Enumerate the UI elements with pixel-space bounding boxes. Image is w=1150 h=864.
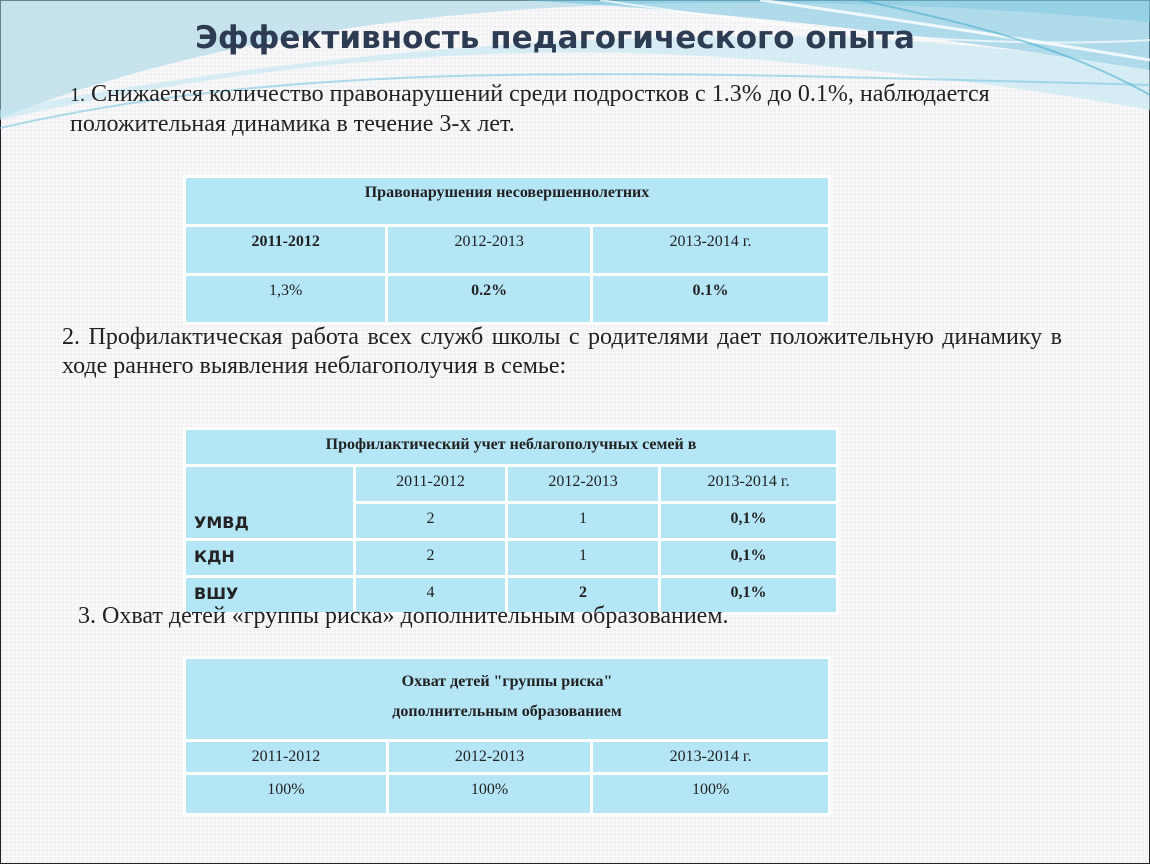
- offenses-table: [183, 175, 831, 325]
- section-2-body: Профилактическая работа всех служб школы с родителями дает положительную динамику в ходе раннего выявления неблагополучия в семье:: [62, 324, 1062, 379]
- prevention-year-3: 2013-2014 г.: [661, 467, 836, 501]
- coverage-year-1: 2011-2012: [186, 742, 386, 772]
- prevention-row-label: КДН: [186, 541, 353, 575]
- offenses-year-3: 2013-2014 г.: [593, 227, 828, 273]
- offenses-year-1: 2011-2012: [186, 227, 385, 273]
- slide-title: Эффективность педагогического опыта: [195, 20, 915, 56]
- prevention-cell: 0,1%: [661, 504, 836, 538]
- section-1-body: Снижается количество правонарушений среди подростков с 1.3% до 0.1%, наблюдается положительная динамика в течение 3-х лет.: [70, 81, 990, 137]
- prevention-row-label: ВШУ: [186, 578, 353, 612]
- offenses-value-1: 1,3%: [186, 276, 385, 322]
- section-1-number: 1.: [70, 84, 85, 106]
- prevention-cell: 1: [508, 541, 658, 575]
- prevention-table-header: Профилактический учет неблагополучных семей в: [186, 430, 836, 464]
- prevention-cell: 1: [508, 504, 658, 538]
- prevention-cell: 2: [356, 504, 505, 538]
- section-1-text: [70, 80, 1120, 139]
- prevention-cell: 2: [356, 541, 505, 575]
- coverage-year-2: 2012-2013: [389, 742, 590, 772]
- coverage-value-1: 100%: [186, 775, 386, 813]
- coverage-value-2: 100%: [389, 775, 590, 813]
- prevention-year-2: 2012-2013: [508, 467, 658, 501]
- offenses-value-2: 0.2%: [388, 276, 590, 322]
- coverage-header-line-1: Охват детей "группы риска": [401, 673, 613, 690]
- prevention-cell: 4: [356, 578, 505, 612]
- section-2-text: [62, 323, 1062, 381]
- coverage-header-line-2: дополнительным образованием: [392, 703, 622, 720]
- coverage-value-3: 100%: [593, 775, 828, 813]
- coverage-table: [183, 656, 831, 816]
- prevention-cell: 0,1%: [661, 541, 836, 575]
- offenses-table-header: Правонарушения несовершеннолетних: [186, 178, 828, 224]
- prevention-cell: 0,1%: [661, 578, 836, 612]
- coverage-year-3: 2013-2014 г.: [593, 742, 828, 772]
- prevention-row-label: УМВД: [186, 467, 353, 538]
- prevention-table: [183, 427, 839, 615]
- section-3-text: 3. Охват детей «группы риска» дополнительным образованием.: [78, 603, 729, 629]
- offenses-value-3: 0.1%: [593, 276, 828, 322]
- coverage-table-header: [186, 659, 828, 739]
- prevention-year-1: 2011-2012: [356, 467, 505, 501]
- prevention-cell: 2: [508, 578, 658, 612]
- section-2-number: 2.: [62, 324, 80, 350]
- offenses-year-2: 2012-2013: [388, 227, 590, 273]
